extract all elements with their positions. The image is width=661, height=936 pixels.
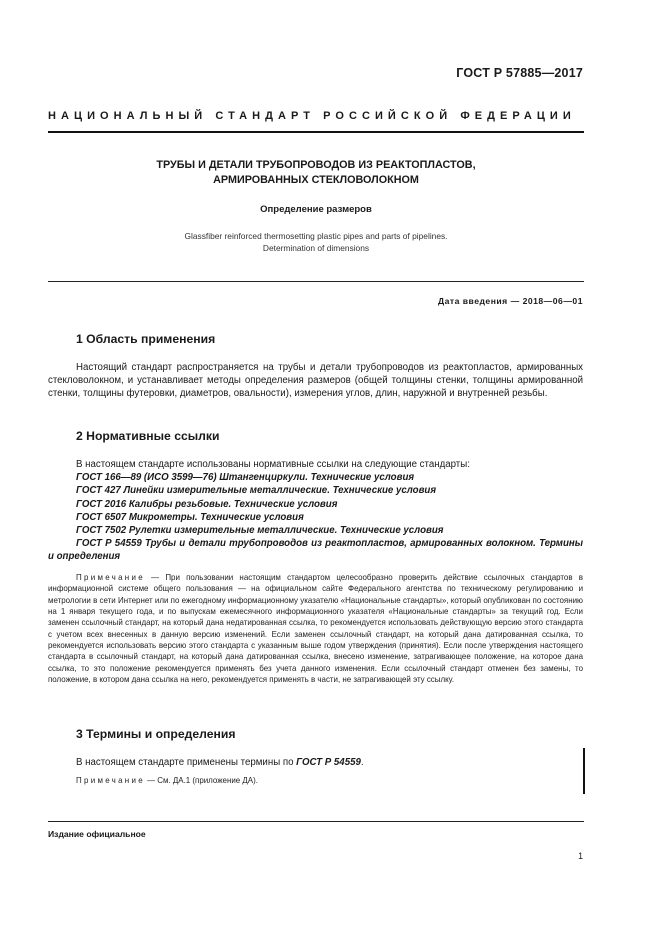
document-code: ГОСТ Р 57885—2017	[456, 66, 583, 80]
section-2-heading: 2 Нормативные ссылки	[76, 429, 220, 443]
references-intro: В настоящем стандарте использованы нормативные ссылки на следующие стандарты:	[76, 459, 470, 470]
english-title-line-2: Determination of dimensions	[262, 243, 370, 253]
reference-gost-r-54559: ГОСТ Р 54559 Трубы и детали трубопроводов из реактопластов, армированных волокном. Термины и определения	[48, 538, 583, 563]
title-line-2: АРМИРОВАННЫХ СТЕКЛОВОЛОКНОМ	[213, 174, 419, 186]
top-divider	[48, 131, 584, 133]
section-2-note	[48, 572, 583, 685]
introduction-date: Дата введения — 2018—06—01	[437, 296, 583, 306]
english-title-line-1: Glassfiber reinforced thermosetting plastic pipes and parts of pipelines.	[184, 231, 448, 241]
section-3-text: В настоящем стандарте применены термины по ГОСТ Р 54559.	[76, 757, 364, 768]
reference-gost-427: ГОСТ 427 Линейки измерительные металлические. Технические условия	[76, 485, 437, 497]
title-divider	[48, 281, 584, 282]
english-title	[48, 230, 584, 254]
official-edition-label: Издание официальное	[48, 829, 146, 839]
document-subtitle: Определение размеров	[260, 204, 372, 215]
note-text: — См. ДА.1 (приложение ДА).	[144, 776, 258, 785]
title-line-1: ТРУБЫ И ДЕТАЛИ ТРУБОПРОВОДОВ ИЗ РЕАКТОПЛАСТОВ,	[156, 159, 476, 171]
note-label: Примечание	[76, 573, 145, 582]
reference-gost-166: ГОСТ 166—89 (ИСО 3599—76) Штангенциркули. Технические условия	[76, 472, 415, 484]
section-1-text: Настоящий стандарт распространяется на трубы и детали трубопроводов из реактопластов, армированных стекловолокном, и устанавливает методы определения размеров (общей толщины стенки, толщины армированной стенки, толщины футеровки, диаметров, овальности), измерения углов, длин, наружной и внутренней резьбы.	[48, 362, 583, 400]
change-bar	[583, 748, 585, 794]
section-3-note	[48, 775, 583, 786]
footer-divider	[48, 821, 584, 822]
section-1-heading: 1 Область применения	[76, 332, 216, 346]
note-text: — При пользовании настоящим стандартом целесообразно проверить действие ссылочных стандартов в информационной системе общего пользования — на официальном сайте Федерального агентства по техническому регулированию и метрологии в сети Интернет или по ежегодному информационному указателю «Национальные стандарты», который опубликован по состоянию на 1 января текущего года, и по выпускам ежемесячного информационного указателя «Национальные стандарты» за текущий год. Если заменен ссылочный стандарт, на который дана недатированная ссылка, то рекомендуется использовать действующую версию этого стандарта с учетом всех внесенных в данную версию изменений. Если заменен ссылочный стандарт, на который дана датированная ссылка, то рекомендуется использовать версию этого стандарта с указанным выше годом утверждения (принятия). Если после утверждения настоящего стандарта в ссылочный стандарт, на который дана датированная ссылка, внесено изменение, затрагивающее положение, на которое дана ссылка, то это положение рекомендуется применять без учета данного изменения. Если ссылочный стандарт отменен без замены, то положение, в котором дана ссылка на него, рекомендуется применять в части, не затрагивающей эту ссылку.	[48, 573, 583, 685]
section-3-heading: 3 Термины и определения	[76, 727, 236, 741]
reference-gost-2016: ГОСТ 2016 Калибры резьбовые. Технические условия	[76, 498, 338, 510]
section-3-reference: ГОСТ Р 54559	[296, 757, 361, 768]
document-title	[48, 158, 584, 188]
references-block	[48, 458, 583, 564]
reference-gost-7502: ГОСТ 7502 Рулетки измерительные металлические. Технические условия	[76, 525, 444, 537]
national-standard-banner: НАЦИОНАЛЬНЫЙ СТАНДАРТ РОССИЙСКОЙ ФЕДЕРАЦИИ	[48, 110, 576, 122]
page-number: 1	[578, 851, 583, 861]
reference-gost-6507: ГОСТ 6507 Микрометры. Технические условия	[76, 511, 304, 523]
note-label: Примечание	[76, 776, 145, 785]
